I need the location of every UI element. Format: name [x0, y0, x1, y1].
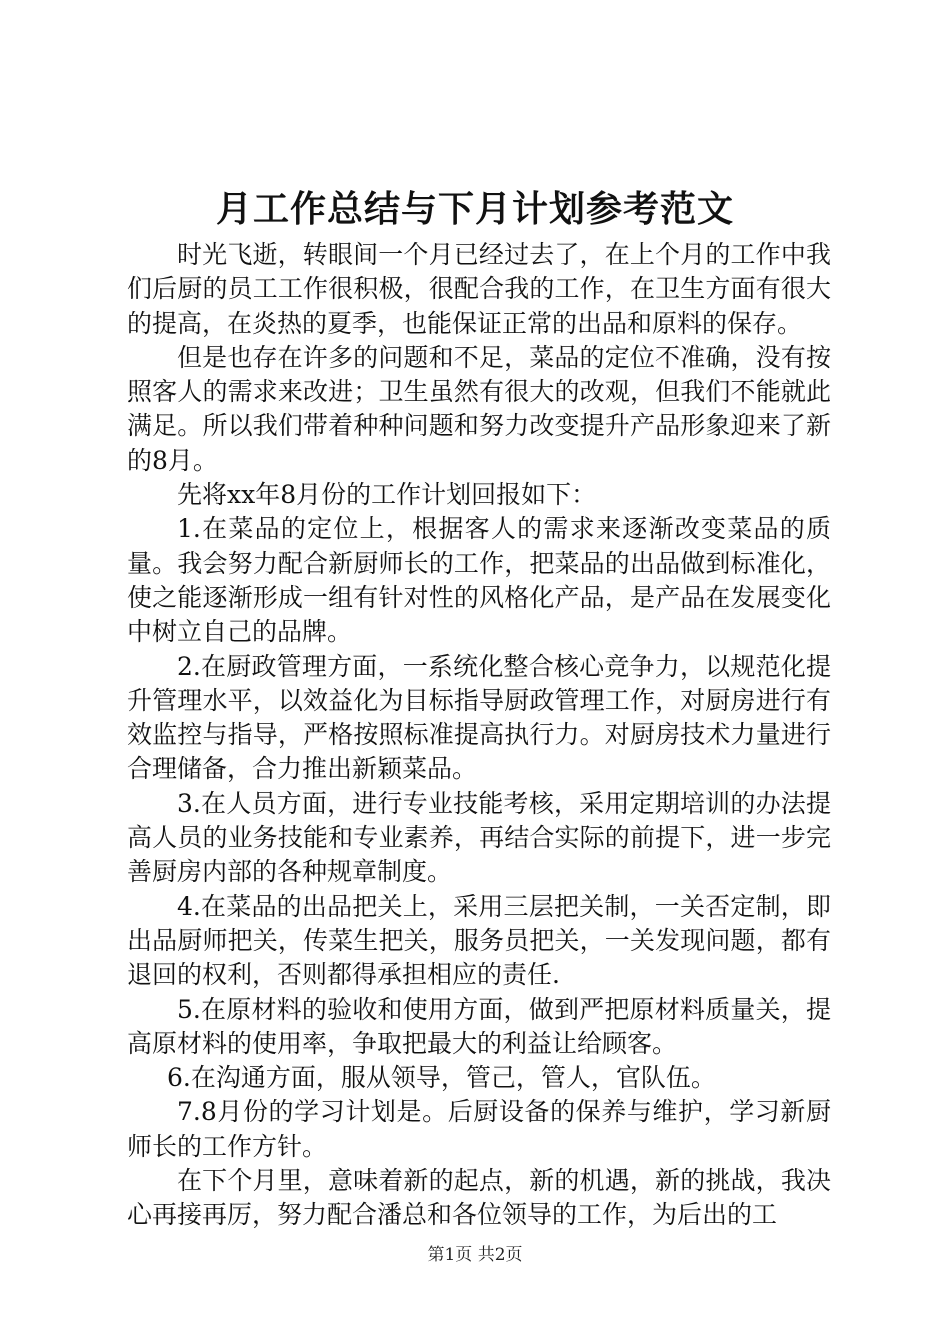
- paragraph-item-6: 6.在沟通方面，服从领导，管己，管人，官队伍。: [167, 1063, 716, 1093]
- paragraph-item-3: 3.在人员方面，进行专业技能考核，采用定期培训的办法提高人员的业务技能和专业素养，再结合实际的前提下，进一步完善厨房内部的各种规章制度。: [127, 788, 831, 887]
- paragraph-item-1: 1.在菜品的定位上，根据客人的需求来逐渐改变菜品的质量。我会努力配合新厨师长的工作，把菜品的出品做到标准化，使之能逐渐形成一组有针对性的风格化产品，是产品在发展变化中树立自己的品牌。: [127, 514, 831, 647]
- paragraph-plan-intro: 先将xx年8月份的工作计划回报如下：: [177, 480, 597, 510]
- paragraph-item-7: 7.8月份的学习计划是。后厨设备的保养与维护，学习新厨师长的工作方针。: [127, 1097, 831, 1161]
- paragraph-item-4: 4.在菜品的出品把关上，采用三层把关制，一关否定制，即出品厨师把关，传菜生把关，服务员把关，一关发现问题，都有退回的权利，否则都得承担相应的责任.: [127, 891, 831, 990]
- document-title: 月工作总结与下月计划参考范文: [215, 188, 734, 230]
- paragraph-item-2: 2.在厨政管理方面，一系统化整合核心竞争力，以规范化提升管理水平，以效益化为目标指导厨政管理工作，对厨房进行有效监控与指导，严格按照标准提高执行力。对厨房技术力量进行合理储备，合力推出新颖菜品。: [127, 651, 831, 784]
- document-body: [127, 238, 831, 1233]
- paragraph-intro: 时光飞逝，转眼间一个月已经过去了，在上个月的工作中我们后厨的员工工作很积极，很配合我的工作，在卫生方面有很大的提高，在炎热的夏季，也能保证正常的出品和原料的保存。: [127, 240, 831, 338]
- paragraph-item-5: 5.在原材料的验收和使用方面，做到严把原材料质量关，提高原材料的使用率，争取把最大的利益让给顾客。: [127, 994, 831, 1058]
- page-footer: 第1页 共2页: [427, 1245, 523, 1265]
- paragraph-closing: 在下个月里，意味着新的起点，新的机遇，新的挑战，我决心再接再厉，努力配合潘总和各位领导的工作，为后出的工: [127, 1166, 831, 1230]
- paragraph-problems: 但是也存在许多的问题和不足，菜品的定位不准确，没有按照客人的需求来改进；卫生虽然有很大的改观，但我们不能就此满足。所以我们带着种种问题和努力改变提升产品形象迎来了新的8月。: [127, 342, 831, 475]
